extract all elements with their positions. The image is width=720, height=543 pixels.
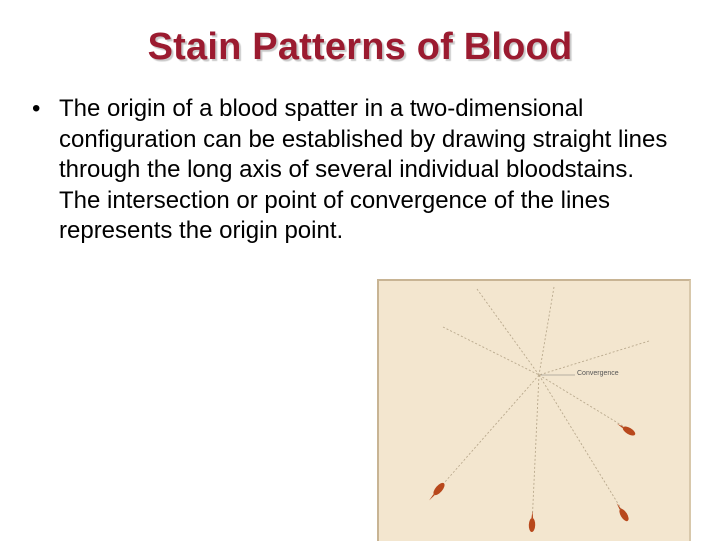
convergence-line-1	[477, 289, 539, 375]
bloodstain-2	[427, 481, 447, 502]
convergence-line-4	[443, 327, 539, 375]
convergence-line-7	[532, 375, 539, 525]
bullet-text: The origin of a blood spatter in a two-dimensional configuration can be established by drawing straight lines through the long axis of several individual bloodstains. The intersection or point of convergence of the lines represents the origin point.	[59, 95, 668, 244]
convergence-line-2	[539, 287, 554, 375]
bloodstain-3	[529, 511, 536, 532]
convergence-label: Convergence	[577, 370, 619, 377]
convergence-line-8	[539, 375, 625, 515]
convergence-line-6	[437, 375, 539, 491]
slide-title: Stain Patterns of Blood	[147, 26, 573, 68]
bloodstain-4	[614, 501, 631, 522]
convergence-diagram	[377, 279, 691, 541]
convergence-diagram-drawing	[379, 281, 693, 543]
convergence-line-5	[539, 375, 631, 431]
bullet-point-icon: •	[32, 95, 41, 122]
bullet-item	[32, 94, 672, 247]
